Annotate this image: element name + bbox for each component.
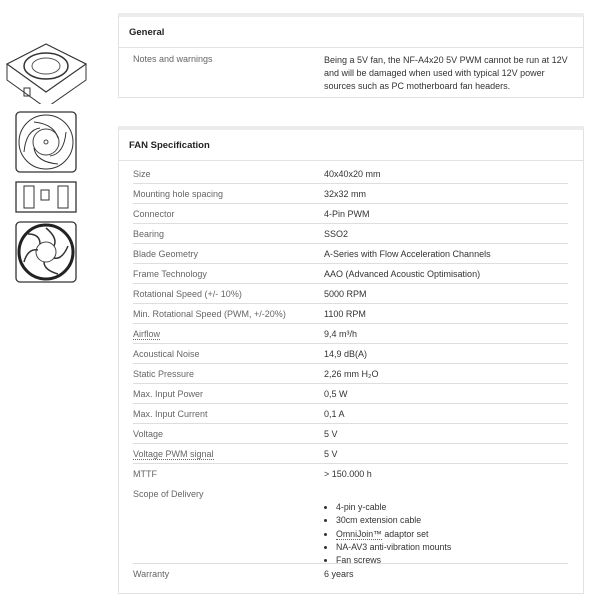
table-row	[133, 364, 568, 384]
table-row	[133, 284, 568, 304]
row-value: 4-Pin PWM	[324, 208, 370, 219]
table-row	[133, 184, 568, 204]
row-value: 0,1 A	[324, 408, 345, 419]
row-value: 0,5 W	[324, 388, 348, 399]
row-value: 5 V	[324, 448, 338, 459]
table-row	[133, 164, 568, 184]
product-images	[4, 18, 88, 284]
row-label: Notes and warnings	[133, 54, 213, 64]
table-row-scope	[133, 484, 568, 564]
table-row	[133, 264, 568, 284]
row-label: MTTF	[133, 469, 157, 479]
table-row	[133, 244, 568, 264]
row-label: Max. Input Power	[133, 388, 204, 399]
table-row	[133, 48, 568, 101]
row-label: Bearing	[133, 228, 165, 239]
general-title: General	[119, 17, 583, 48]
row-value: Being a 5V fan, the NF-A4x20 5V PWM cannot be run at 12V and will be damaged when used with typical 12V power sources such as PC motherboard fan headers.	[324, 55, 568, 91]
list-item: • OmniJoin™ adaptor set	[336, 528, 568, 541]
row-value: 32x32 mm	[324, 188, 367, 199]
row-label: Voltage	[133, 428, 164, 439]
row-value: AAO (Advanced Acoustic Optimisation)	[324, 268, 481, 279]
general-panel	[118, 13, 584, 98]
spec-title: FAN Specification	[119, 130, 583, 161]
table-row	[133, 404, 568, 424]
tooltip-term[interactable]: Voltage PWM signal	[133, 448, 214, 459]
table-row	[133, 204, 568, 224]
table-row	[133, 384, 568, 404]
list-item: • NA-AV3 anti-vibration mounts	[336, 541, 568, 554]
omnijoin-link[interactable]: OmniJoin™	[336, 528, 382, 539]
row-label[interactable]	[133, 329, 324, 339]
row-value: 9,4 m³/h	[324, 328, 358, 339]
row-label: Frame Technology	[133, 268, 207, 279]
table-row	[133, 344, 568, 364]
row-label: Size	[133, 168, 151, 179]
table-row	[133, 424, 568, 444]
row-label: Mounting hole spacing	[133, 188, 224, 199]
row-label: Rotational Speed (+/- 10%)	[133, 288, 242, 299]
row-label: Scope of Delivery	[133, 489, 204, 499]
row-value: 6 years	[324, 569, 354, 579]
row-label: Warranty	[133, 569, 170, 579]
row-label: Connector	[133, 208, 175, 219]
row-label: Acoustical Noise	[133, 348, 200, 359]
row-value: 14,9 dB(A)	[324, 348, 368, 359]
fan-iso-image[interactable]	[4, 18, 88, 104]
list-item: • Fan screws	[336, 554, 568, 567]
table-row	[133, 464, 568, 484]
row-value: 1100 RPM	[324, 308, 366, 319]
row-label[interactable]	[133, 449, 324, 459]
row-label: Max. Input Current	[133, 408, 208, 419]
tooltip-term[interactable]: Airflow	[133, 328, 161, 339]
row-value: 2,26 mm H₂O	[324, 368, 379, 379]
row-value: 40x40x20 mm	[324, 168, 381, 179]
fan-side-image[interactable]	[14, 180, 78, 214]
row-label: Blade Geometry	[133, 248, 199, 259]
row-label: Static Pressure	[133, 368, 195, 379]
row-value: A-Series with Flow Acceleration Channels	[324, 248, 491, 259]
fan-front-image[interactable]	[14, 110, 78, 174]
table-row	[133, 444, 568, 464]
row-value: > 150.000 h	[324, 469, 372, 479]
row-value: 5 V	[324, 428, 338, 439]
list-item: • 4-pin y-cable	[336, 501, 568, 514]
table-row	[133, 324, 568, 344]
fan-back-image[interactable]	[14, 220, 78, 284]
scope-list	[324, 501, 568, 567]
list-item: • 30cm extension cable	[336, 514, 568, 527]
fan-spec-panel	[118, 126, 584, 594]
table-row	[133, 304, 568, 324]
row-value: 5000 RPM	[324, 288, 367, 299]
row-value: SSO2	[324, 228, 349, 239]
row-label: Min. Rotational Speed (PWM, +/-20%)	[133, 308, 286, 319]
table-row	[133, 224, 568, 244]
